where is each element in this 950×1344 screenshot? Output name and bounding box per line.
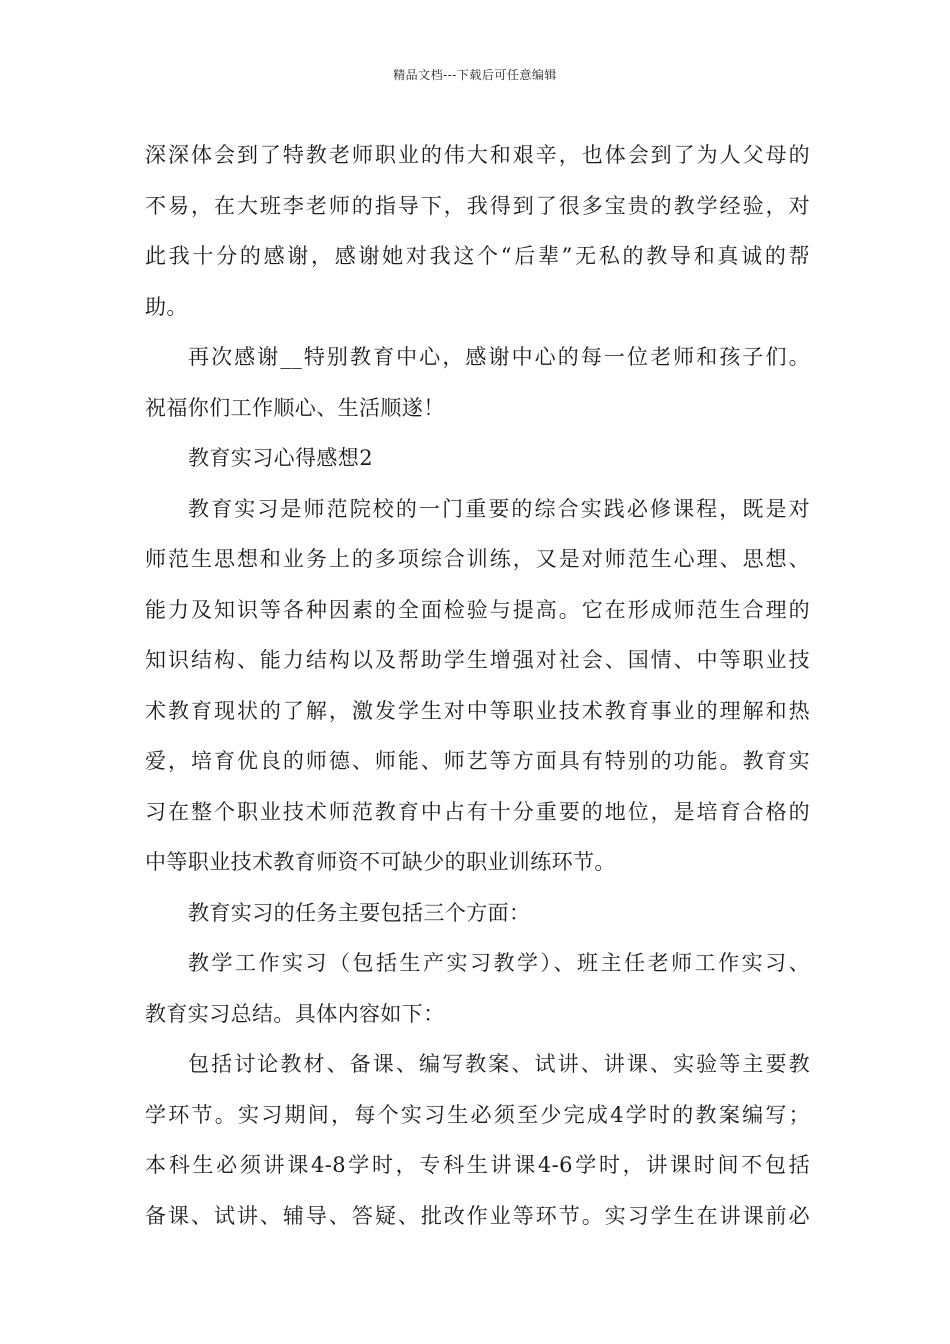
text-line: 中等职业技术教育师资不可缺少的职业训练环节。 [145, 850, 616, 874]
text-line: 包括讨论教材、备课、编写教案、试讲、讲课、实验等主要教 [188, 1052, 810, 1076]
paragraph [145, 938, 810, 1039]
text-line: 学环节。实习期间，每个实习生必须至少完成4学时的教案编写； [145, 1102, 810, 1127]
text-line: 本科生必须讲课4-8学时，专科生讲课4-6学时，讲课时间不包括 [145, 1153, 810, 1177]
text-line: 能力及知识等各种因素的全面检验与提高。它在形成师范生合理的 [145, 597, 810, 622]
text-line: 教育实习心得感想2 [188, 446, 373, 470]
text-line: 习在整个职业技术师范教育中占有十分重要的地位，是培育合格的 [145, 799, 810, 824]
text-line: 备课、试讲、辅导、答疑、批改作业等环节。实习学生在讲课前必 [145, 1203, 810, 1228]
text-line: 此我十分的感谢，感谢她对我这个“后辈”无私的教导和真诚的帮 [145, 244, 810, 268]
paragraph [145, 130, 810, 332]
paragraph [145, 484, 810, 888]
text-line: 教育实习是师范院校的一门重要的综合实践必修课程，既是对 [188, 496, 810, 521]
text-line: 再次感谢__特别教育中心，感谢中心的每一位老师和孩子们。 [188, 345, 810, 369]
paragraph [145, 1039, 810, 1241]
page-header: 精品文档---下载后可任意编辑 [393, 68, 557, 82]
text-line: 助。 [145, 294, 188, 319]
text-line: 深深体会到了特教老师职业的伟大和艰辛，也体会到了为人父母的 [145, 143, 810, 167]
text-line: 术教育现状的了解，激发学生对中等职业技术教育事业的理解和热 [145, 698, 810, 723]
text-line: 祝福你们工作顺心、生活顺遂！ [145, 395, 445, 420]
text-line: 教学工作实习（包括生产实习教学）、班主任老师工作实习、 [188, 951, 810, 975]
text-line: 教育实习的任务主要包括三个方面： [188, 900, 531, 925]
text-line: 爱，培育优良的师德、师能、师艺等方面具有特别的功能。教育实 [145, 749, 810, 773]
text-line: 知识结构、能力结构以及帮助学生增强对社会、国情、中等职业技 [145, 648, 810, 672]
text-line: 教育实习总结。具体内容如下： [145, 1001, 445, 1026]
paragraph [145, 888, 810, 939]
section-heading [145, 433, 810, 484]
paragraph [145, 332, 810, 433]
text-line: 师范生思想和业务上的多项综合训练，又是对师范生心理、思想、 [145, 547, 810, 571]
document-body [145, 130, 810, 1241]
text-line: 不易，在大班李老师的指导下，我得到了很多宝贵的教学经验，对 [145, 193, 810, 218]
